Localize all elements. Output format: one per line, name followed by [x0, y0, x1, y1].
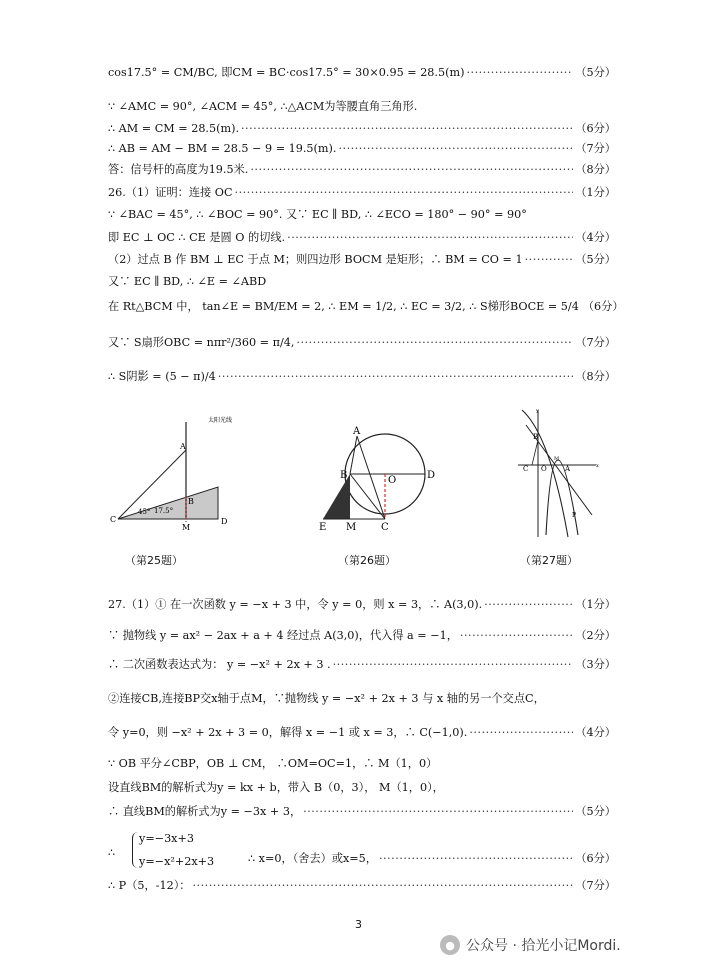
text-line: ∴ AM = CM = 28.5(m). ····· （6分） — [108, 120, 616, 136]
text-line: （2）过点 B 作 BM ⊥ EC 于点 M；则四边形 BOCM 是矩形；∴ BM = CO = 1 ····· （5分） — [108, 251, 616, 267]
svg-text:B: B — [340, 470, 348, 481]
page-number: 3 — [355, 918, 362, 931]
text-line: 令 y=0，则 −x² + 2x + 3 = 0，解得 x = −1 或 x = 3，∴ C(−1,0). ····· （4分） — [108, 724, 616, 740]
svg-text:O: O — [388, 475, 397, 486]
text-line: ∴ S阴影 = (5 − π)/4 ····· （8分） — [108, 368, 616, 384]
wechat-icon: ● — [440, 935, 460, 955]
text-line: ∴ AB = AM − BM = 28.5 − 9 = 19.5(m). ····· （7分） — [108, 140, 616, 156]
svg-text:M: M — [346, 522, 357, 532]
figure-26 — [315, 412, 445, 532]
svg-text:M: M — [554, 456, 560, 462]
svg-text:45°: 45° — [138, 508, 151, 516]
text-line: ∴ P（5，-12）： ····· （7分） — [108, 877, 616, 893]
text-line: 答：信号杆的高度为19.5米. ····· （8分） — [108, 161, 616, 177]
svg-text:M: M — [182, 523, 191, 532]
svg-text:x: x — [596, 463, 599, 469]
svg-text:C: C — [381, 522, 389, 532]
svg-text:B: B — [533, 433, 539, 441]
text-line: ∴ x=0，（舍去）或x=5， ····· （6分） — [248, 850, 616, 866]
sun-label: 太阳光线 — [208, 417, 233, 424]
svg-text:A: A — [180, 442, 186, 451]
svg-text:D: D — [221, 517, 228, 526]
text-line: ∵ OB 平分∠CBP，OB ⊥ CM， ∴OM=OC=1，∴ M（1，0） — [108, 757, 438, 770]
caption-26: （第26题） — [338, 554, 396, 567]
text-line: ∴ 直线BM的解析式为y = −3x + 3， ····· （5分） — [108, 803, 616, 819]
svg-text:B: B — [188, 497, 194, 506]
text-line: 又∵ S扇形OBC = nπr²/360 = π/4, ····· （7分） — [108, 334, 616, 350]
text-line: cos17.5° = CM/BC, 即CM = BC·cos17.5° = 30×0.95 = 28.5(m) ····· （5分） — [108, 64, 616, 80]
text-line: 在 Rt△BCM 中， tan∠E = BM/EM = 2, ∴ EM = 1/2, ∴ EC = 3/2, ∴ S梯形BOCE = 5/4 （6分） — [108, 300, 624, 313]
svg-text:C: C — [110, 515, 117, 524]
text-line: ②连接CB,连接BP交x轴于点M，∵抛物线 y = −x² + 2x + 3 与 x 轴的另一个交点C， — [108, 692, 545, 705]
text-line: 26.（1）证明：连接 OC ····· （1分） — [108, 184, 616, 200]
text-line: 设直线BM的解析式为y = kx + b，带入 B（0，3）， M（1，0）， — [108, 781, 444, 794]
figure-25 — [108, 412, 238, 532]
svg-text:17.5°: 17.5° — [154, 507, 174, 515]
svg-text:A: A — [565, 465, 571, 473]
figure-27 — [512, 405, 602, 540]
caption-25: （第25题） — [125, 554, 183, 567]
text-line: ∵ ∠BAC = 45°, ∴ ∠BOC = 90°. 又∵ EC ∥ BD, ∴ ∠ECO = 180° − 90° = 90° — [108, 208, 527, 221]
caption-27: （第27题） — [520, 554, 578, 567]
text-line: ∴ 二次函数表达式为： y = −x² + 2x + 3 . ····· （3分） — [108, 656, 616, 672]
text-line: ∵ ∠AMC = 90°, ∠ACM = 45°, ∴△ACM为等腰直角三角形. — [108, 100, 418, 113]
svg-text:D: D — [427, 470, 436, 481]
svg-text:O: O — [541, 465, 547, 473]
text-line: 即 EC ⊥ OC ∴ CE 是圆 O 的切线. ····· （4分） — [108, 229, 616, 245]
svg-text:A: A — [353, 426, 361, 437]
svg-text:P: P — [572, 512, 577, 519]
watermark: ● 公众号 · 拾光小记Mordi. — [440, 935, 621, 955]
text-line: 又∵ EC ∥ BD, ∴ ∠E = ∠ABD — [108, 275, 267, 288]
svg-text:y: y — [536, 408, 539, 414]
svg-text:E: E — [319, 522, 327, 532]
svg-text:C: C — [523, 465, 529, 473]
text-line: 27.（1）① 在一次函数 y = −x + 3 中，令 y = 0，则 x = 3，∴ A(3,0). ····· （1分） — [108, 596, 616, 612]
text-line: ∵ 抛物线 y = ax² − 2ax + a + 4 经过点 A(3,0)，代入得 a = −1， ····· （2分） — [108, 627, 616, 643]
